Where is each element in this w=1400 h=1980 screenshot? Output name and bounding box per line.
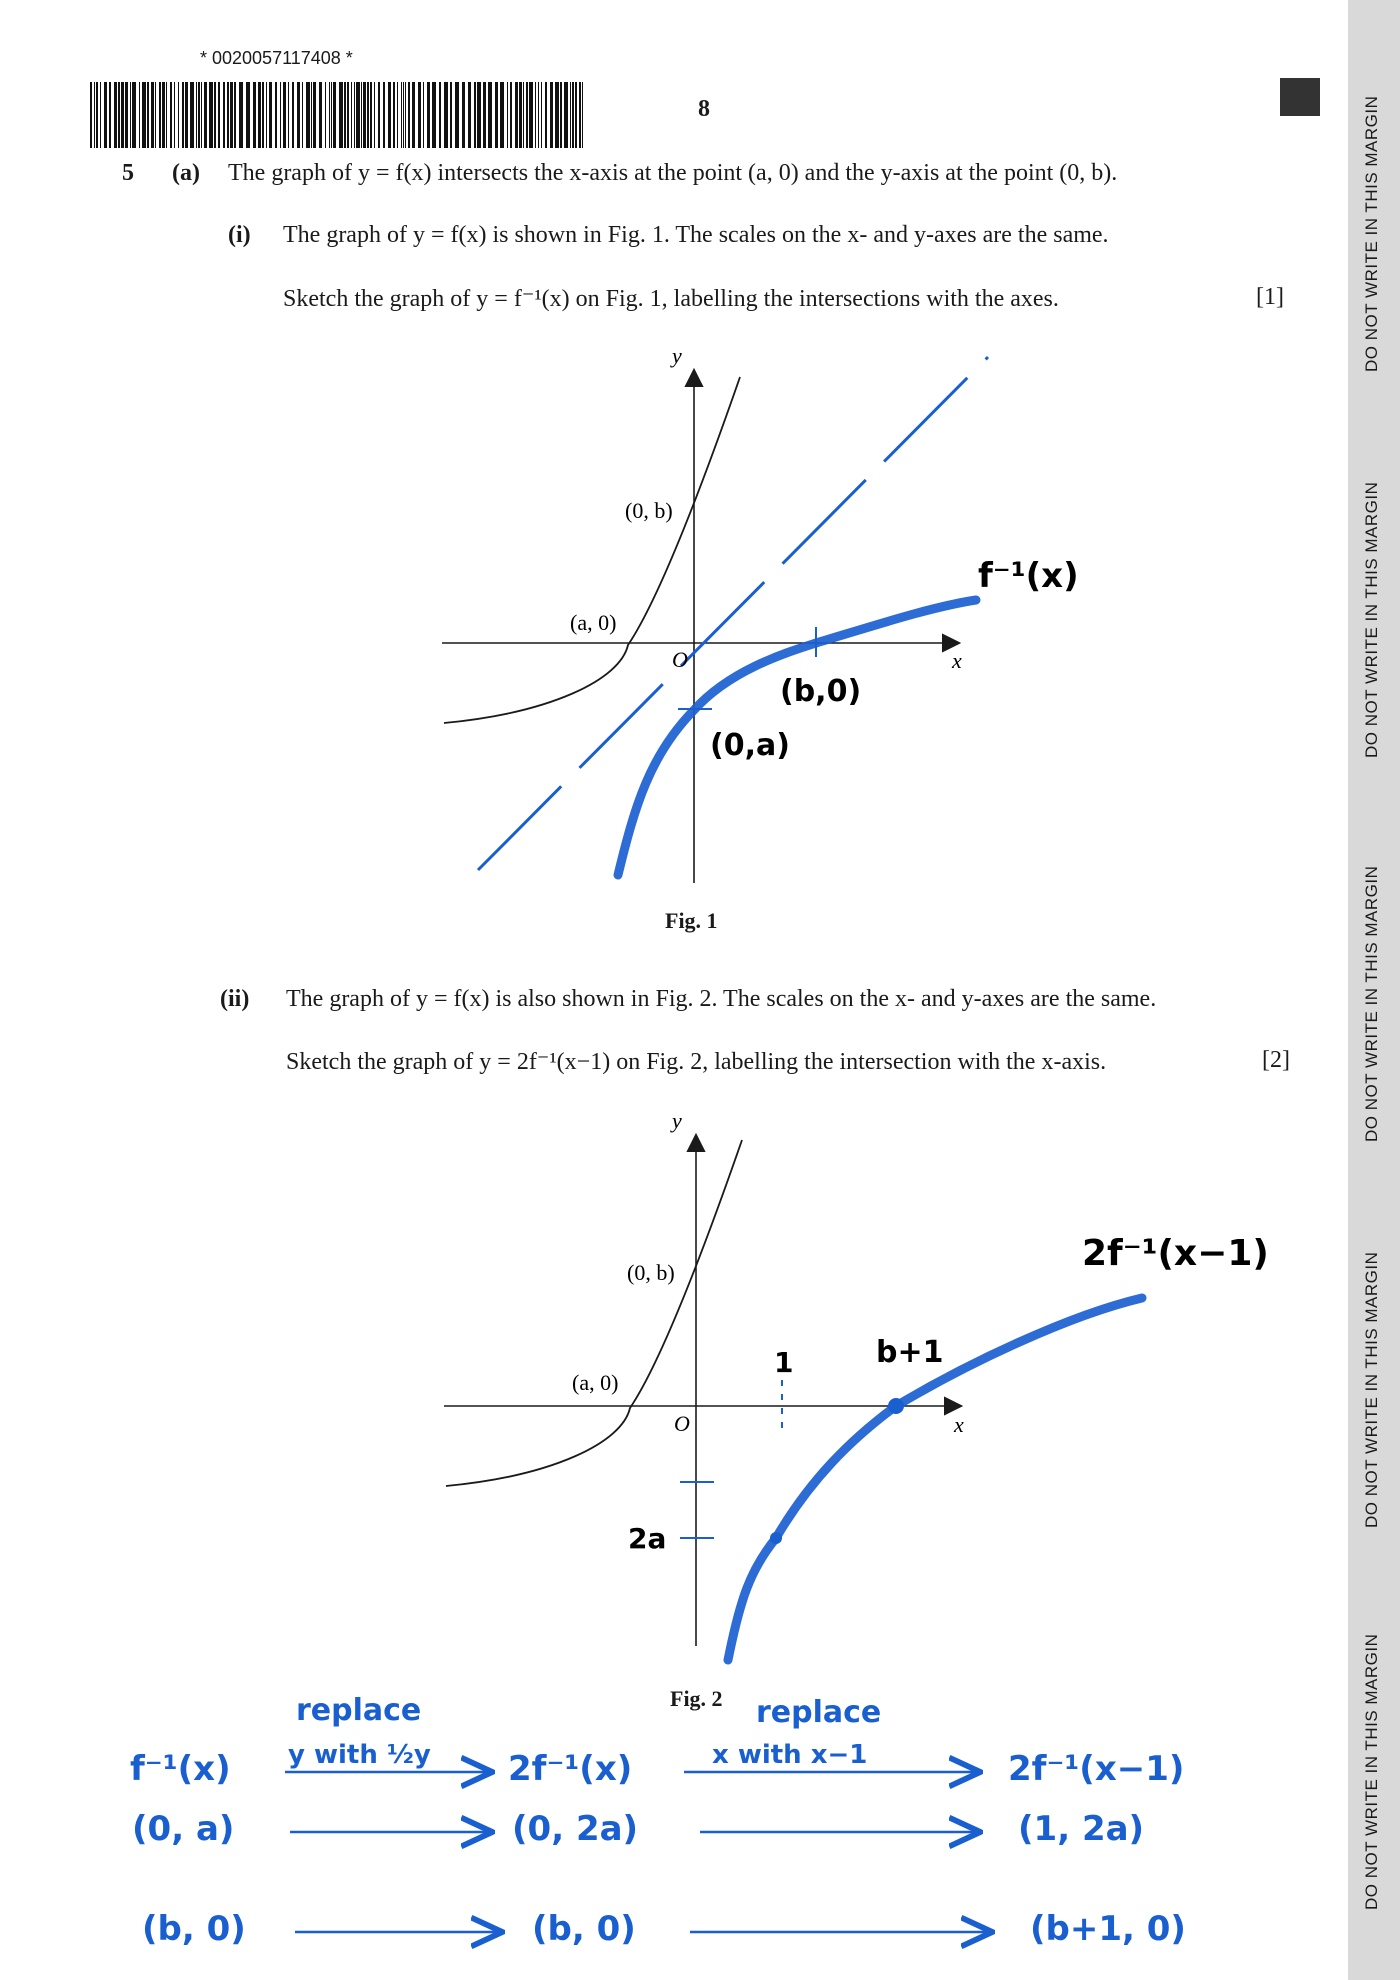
- subpart-i-marks: [1]: [1256, 284, 1284, 310]
- fig1-origin-label: O: [672, 647, 688, 672]
- margin-notice: DO NOT WRITE IN THIS MARGIN: [1362, 865, 1381, 1142]
- replace-detail-1: y with ½y: [288, 1740, 431, 1770]
- fig2-axis-y-label: y: [672, 1108, 682, 1133]
- replace-detail-2: x with x−1: [712, 1740, 868, 1770]
- subpart-i-line1: The graph of y = f(x) is shown in Fig. 1. The scales on the x- and y-axes are the same.: [283, 222, 1109, 248]
- fig1-curve-inverse: [618, 600, 976, 875]
- subpart-i-line2: Sketch the graph of y = f⁻¹(x) on Fig. 1, labelling the intersections with the axes.: [283, 286, 1059, 312]
- figure-2: [430, 1100, 1290, 1680]
- subpart-ii-marks: [2]: [1262, 1047, 1290, 1073]
- subpart-ii-line1: The graph of y = f(x) is also shown in Fig. 2. The scales on the x- and y-axes are the same.: [286, 986, 1157, 1012]
- fig1-curve-f: [444, 377, 740, 723]
- working-block: [0, 1690, 1340, 1980]
- fig2-caption: Fig. 2: [670, 1686, 723, 1711]
- row3-col1: (b, 0): [142, 1909, 246, 1949]
- row2-col3: (1, 2a): [1018, 1809, 1145, 1849]
- subpart-i-label: (i): [228, 222, 251, 248]
- row3-col3: (b+1, 0): [1030, 1909, 1186, 1949]
- fig2-axis-x-label: x: [954, 1412, 964, 1437]
- subpart-ii-line2: Sketch the graph of y = 2f⁻¹(x−1) on Fig. 2, labelling the intersection with the x-axis.: [286, 1049, 1107, 1075]
- fig1-caption: Fig. 1: [665, 908, 718, 933]
- fig2-point-1-2a: [770, 1532, 782, 1544]
- margin-notice: DO NOT WRITE IN THIS MARGIN: [1362, 95, 1381, 372]
- fig2-hw-2a: 2a: [628, 1522, 667, 1555]
- fig1-hw-inverse-label: f⁻¹(x): [978, 556, 1079, 596]
- fig2-point-xint: [888, 1398, 904, 1414]
- barcode-id: * 0020057117408 *: [200, 48, 353, 68]
- corner-marker: [1280, 78, 1320, 116]
- fig2-label-0b: (0, b): [627, 1260, 675, 1285]
- question-number: 5: [122, 160, 134, 186]
- page-number: 8: [698, 96, 710, 122]
- replace-label-2: replace: [756, 1695, 882, 1730]
- subpart-ii-label: (ii): [220, 986, 250, 1012]
- row1-col3: 2f⁻¹(x−1): [1008, 1749, 1185, 1789]
- margin-notice: DO NOT WRITE IN THIS MARGIN: [1362, 1633, 1381, 1910]
- row2-col2: (0, 2a): [512, 1809, 639, 1849]
- fig1-hw-0a: (0,a): [710, 728, 790, 763]
- question-stem: The graph of y = f(x) intersects the x-axis at the point (a, 0) and the y-axis at the point (0, b).: [228, 160, 1118, 186]
- replace-label-1: replace: [296, 1693, 422, 1728]
- row1-col1: f⁻¹(x): [130, 1749, 231, 1789]
- figure-1: [430, 335, 1130, 895]
- fig2-hw-bplus1: b+1: [876, 1335, 944, 1370]
- fig2-origin-label: O: [674, 1411, 690, 1436]
- row3-col2: (b, 0): [532, 1909, 636, 1949]
- fig2-curve-f: [446, 1140, 742, 1486]
- question-part: (a): [172, 160, 200, 186]
- barcode-image: [90, 82, 590, 148]
- fig2-hw-transformed-label: 2f⁻¹(x−1): [1082, 1233, 1269, 1274]
- margin-notice: DO NOT WRITE IN THIS MARGIN: [1362, 481, 1381, 758]
- fig1-axis-x-label: x: [952, 648, 962, 673]
- fig1-axis-y-label: y: [672, 343, 682, 368]
- fig1-label-0b: (0, b): [625, 498, 673, 523]
- margin-notice: DO NOT WRITE IN THIS MARGIN: [1362, 1251, 1381, 1528]
- fig1-label-a0: (a, 0): [570, 610, 617, 635]
- row1-col2: 2f⁻¹(x): [508, 1749, 633, 1789]
- fig2-label-a0: (a, 0): [572, 1370, 619, 1395]
- row2-col1: (0, a): [132, 1809, 235, 1849]
- fig1-hw-b0: (b,0): [780, 674, 862, 709]
- fig2-hw-one: 1: [774, 1346, 794, 1379]
